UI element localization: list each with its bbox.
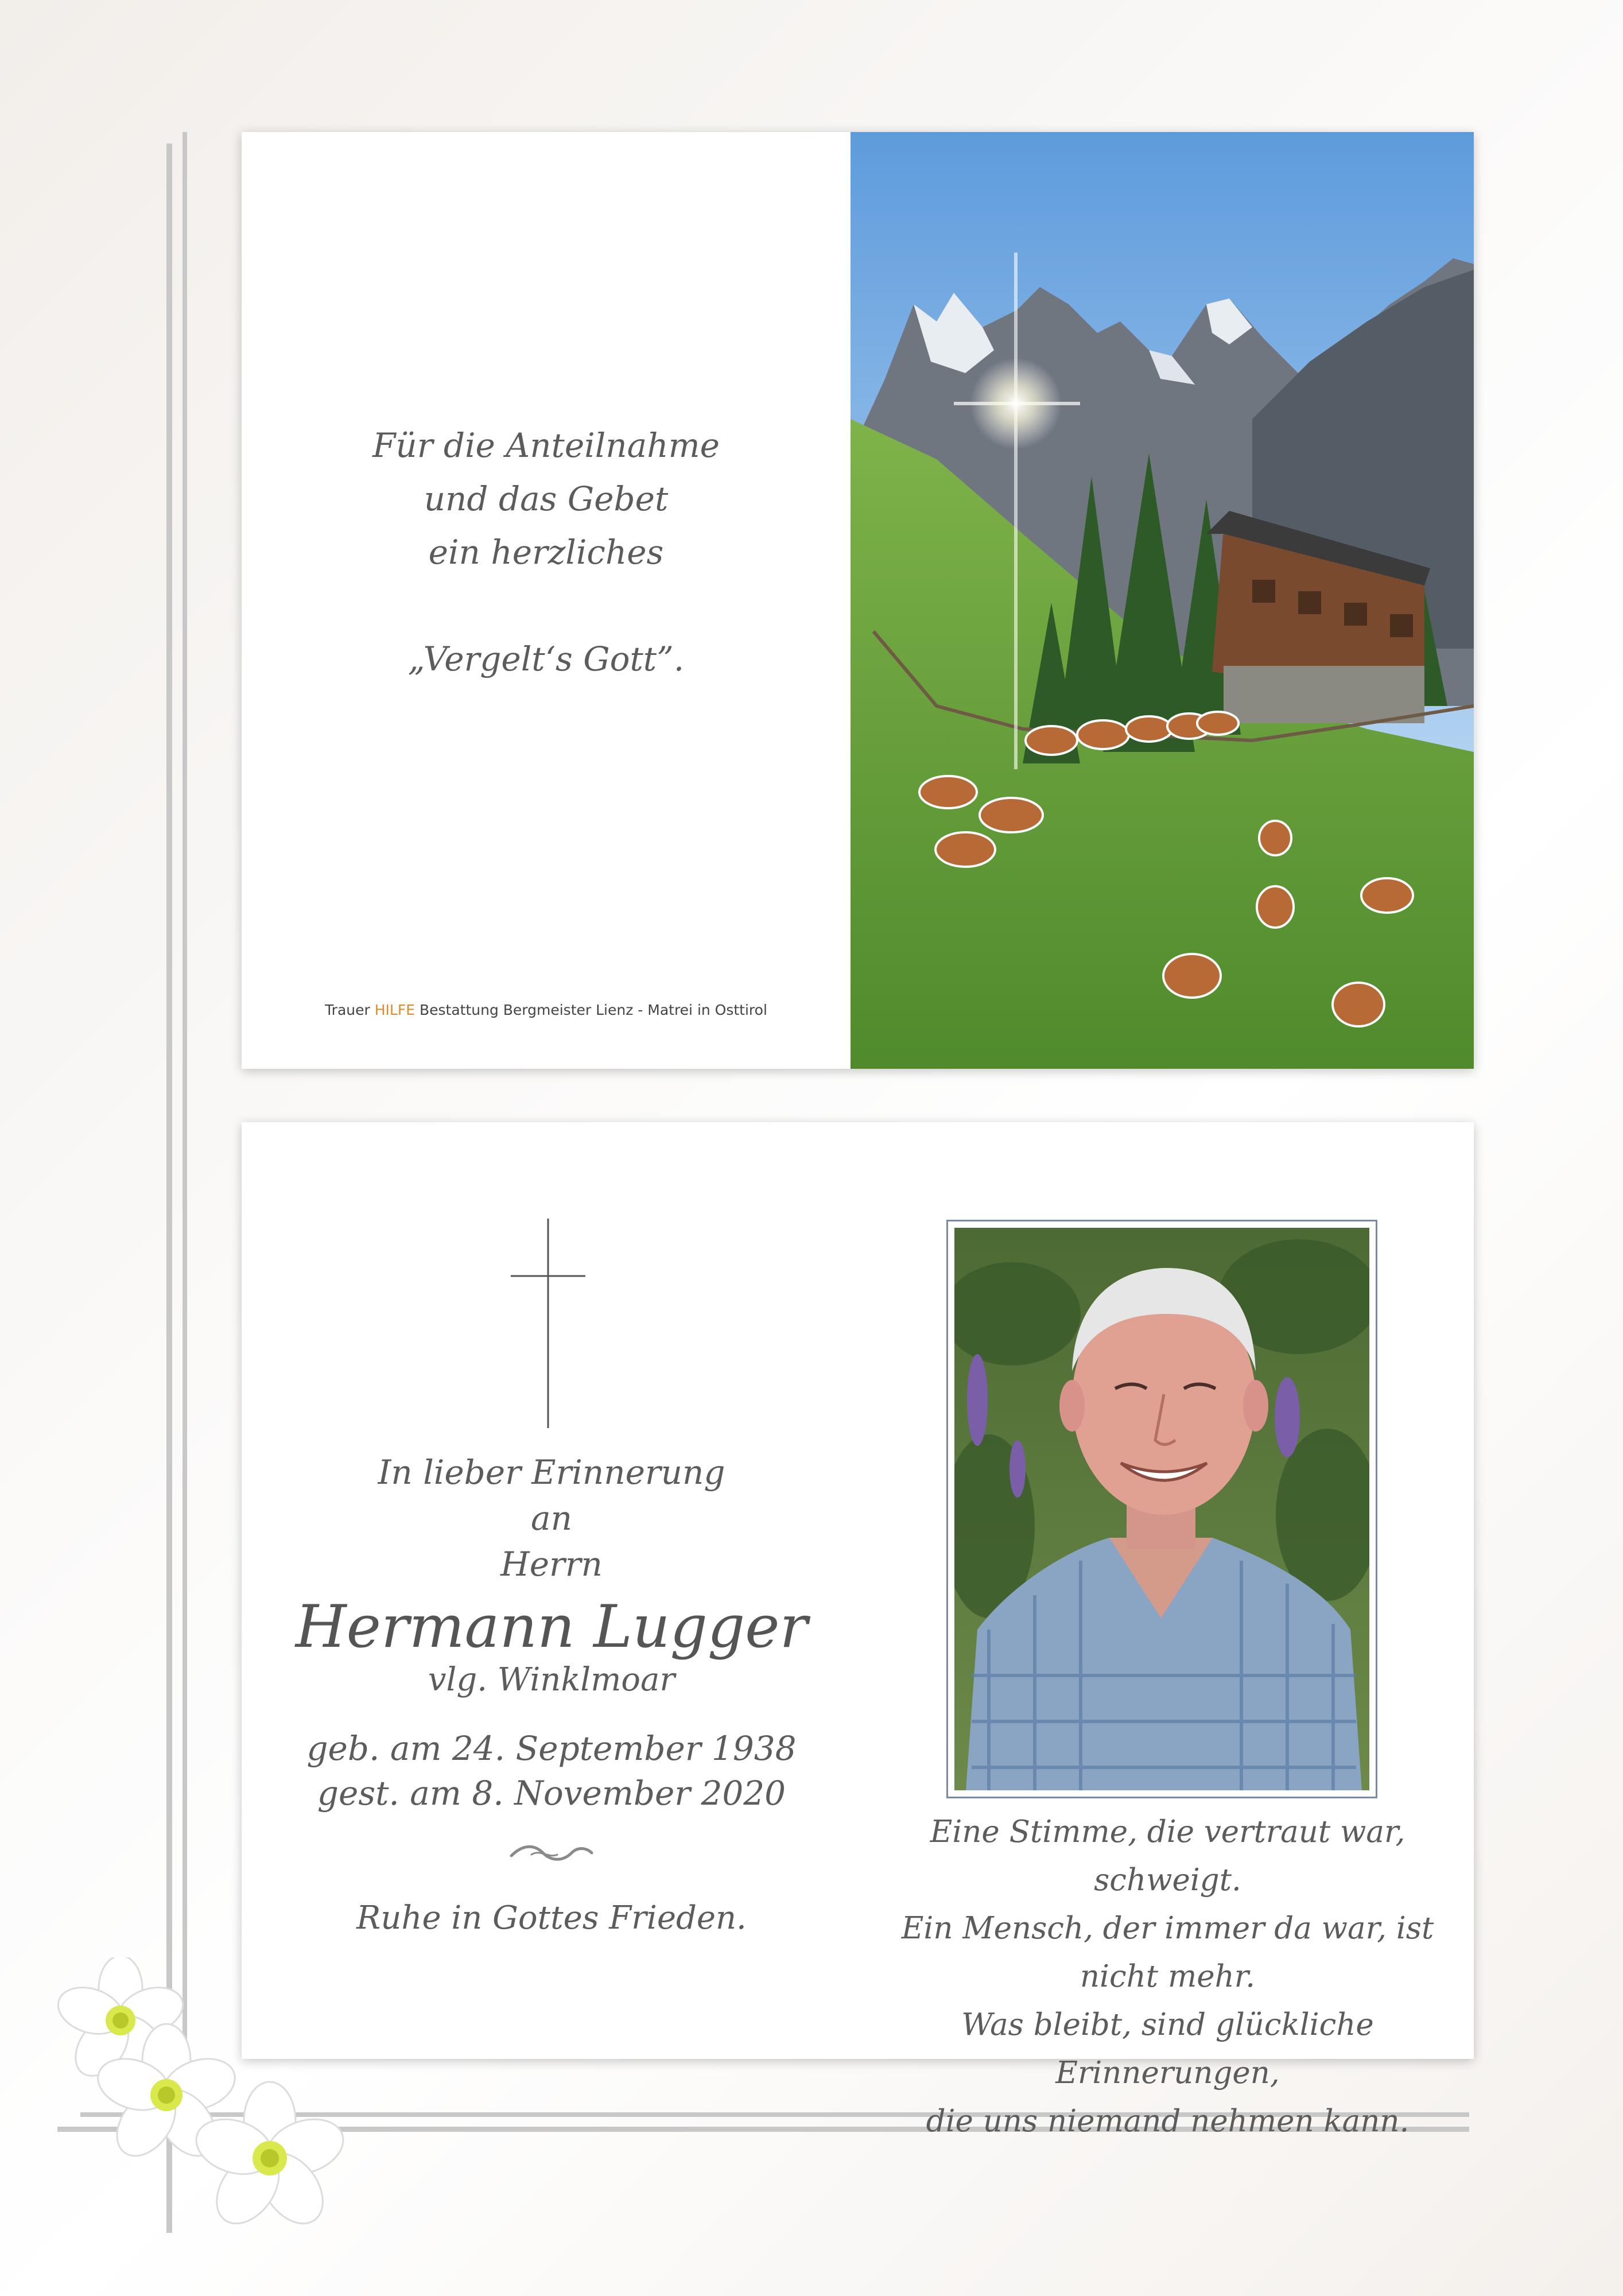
thanks-closing: „Vergelt‘s Gott”. bbox=[407, 639, 685, 678]
frame-line-left-outer bbox=[166, 144, 172, 2233]
memorial-verse bbox=[861, 1808, 1474, 2146]
alpine-landscape-image bbox=[851, 132, 1474, 1069]
death-date: gest. am 8. November 2020 bbox=[317, 1774, 786, 1813]
thanks-line-2: und das Gebet bbox=[424, 479, 669, 518]
thanks-line-3: ein herzliches bbox=[428, 533, 664, 572]
memorial-card bbox=[242, 1122, 1474, 2139]
memorial-herrn: Herrn bbox=[500, 1545, 603, 1584]
deceased-name: Hermann Lugger bbox=[295, 1593, 808, 1661]
memorial-text bbox=[242, 1449, 861, 1938]
birth-date: geb. am 24. September 1938 bbox=[306, 1729, 797, 1768]
credit-prefix: Trauer bbox=[325, 1002, 370, 1018]
thank-you-text bbox=[242, 419, 851, 686]
cross-icon bbox=[511, 1219, 585, 1428]
flourish-ornament-icon bbox=[508, 1839, 595, 1867]
credit-rest: Bestattung Bergmeister Lienz - Matrei in Osttirol bbox=[419, 1002, 767, 1018]
credit-accent: HILFE bbox=[374, 1002, 416, 1018]
verse-line-2: Ein Mensch, der immer da war, ist nicht mehr. bbox=[901, 1911, 1434, 1994]
thanks-line-1: Für die Anteilnahme bbox=[372, 426, 720, 465]
thank-you-card bbox=[242, 132, 1474, 1069]
deceased-vulgo: vlg. Winklmoar bbox=[428, 1661, 675, 1698]
frame-line-left-inner bbox=[183, 132, 187, 2118]
white-flowers-icon bbox=[57, 1957, 356, 2256]
verse-line-3: Was bleibt, sind glückliche Erinnerungen, bbox=[961, 2007, 1374, 2091]
portrait-photo bbox=[946, 1220, 1377, 1798]
funeral-home-credit bbox=[242, 1002, 851, 1018]
memorial-an: an bbox=[531, 1499, 572, 1538]
verse-line-4: die uns niemand nehmen kann. bbox=[926, 2104, 1410, 2139]
life-dates bbox=[242, 1726, 861, 1816]
memorial-intro: In lieber Erinnerung bbox=[378, 1453, 725, 1492]
peace-line: Ruhe in Gottes Frieden. bbox=[356, 1899, 747, 1937]
verse-line-1: Eine Stimme, die vertraut war, schweigt. bbox=[930, 1814, 1405, 1898]
